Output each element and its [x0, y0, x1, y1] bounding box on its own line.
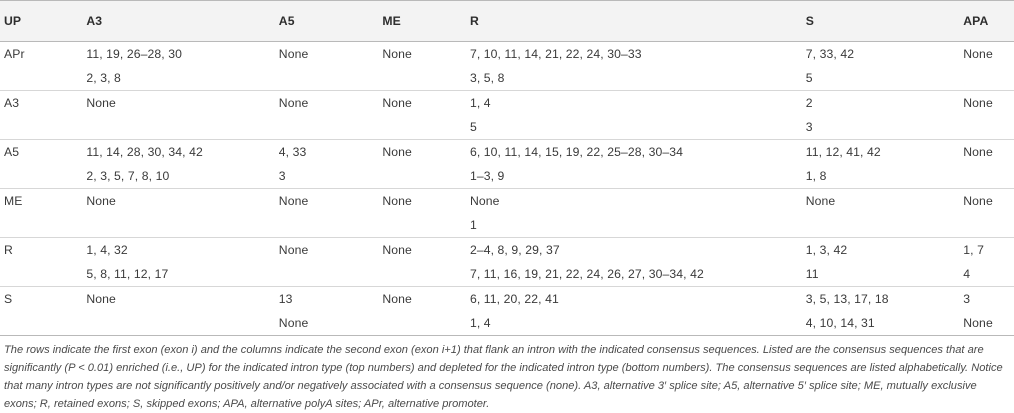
table-cell	[275, 262, 379, 287]
table-cell: None	[382, 47, 412, 61]
table-cell	[378, 115, 466, 140]
table-cell	[275, 115, 379, 140]
header-r: R	[466, 1, 802, 42]
table-row	[0, 91, 1014, 116]
table-cell: None	[963, 145, 993, 159]
table-cell: None	[275, 311, 379, 336]
table-cell: None	[805, 194, 836, 208]
table-cell: 3	[275, 164, 379, 189]
row-label-empty	[0, 213, 82, 238]
table-cell: 1	[466, 213, 802, 238]
table-cell: 5, 8, 11, 12, 17	[82, 262, 274, 287]
row-label: R	[4, 243, 13, 257]
table-cell: None	[469, 194, 500, 208]
table-cell: 11, 12, 41, 42	[805, 145, 881, 159]
table-cell: 2, 3, 8	[82, 66, 274, 91]
table-cell: 6, 10, 11, 14, 15, 19, 22, 25–28, 30–34	[469, 145, 684, 159]
table-cell: None	[278, 243, 309, 257]
row-label-empty	[0, 262, 82, 287]
table-row	[0, 66, 1014, 91]
table-cell: 11, 19, 26–28, 30	[86, 47, 183, 61]
table-cell	[378, 311, 466, 336]
table-cell	[378, 213, 466, 238]
table-cell: 3	[802, 115, 960, 140]
row-label: A5	[4, 145, 20, 159]
table-cell: 1, 7	[963, 243, 985, 257]
header-a5: A5	[275, 1, 379, 42]
table-footnote: The rows indicate the first exon (exon i) and the columns indicate the second exon (exon i+1) that flank an intron with the indicated consensus sequences. Listed are the consensus sequences that are significantly (P < 0.01) enriched (i.e., UP) for the indicated intron type (top numbers) and depleted for the indicated intron type (bottom numbers). The consensus sequences are listed alphabetically. Notice that many intron types are not significantly positively and/or negatively associated with a consensus sequence (none). A3, alternative 3′ splice site; A5, alternative 5′ splice site; ME, mutually exclusive exons; R, retained exons; S, skipped exons; APA, alternative polyA sites; APr, alternative promoter.	[4, 344, 1003, 410]
table-cell: 6, 11, 20, 22, 41	[469, 292, 559, 306]
table-cell	[82, 213, 274, 238]
table-cell	[959, 164, 1014, 189]
table-cell: None	[278, 96, 309, 110]
table-cell: None	[382, 194, 412, 208]
table-cell: 7, 10, 11, 14, 21, 22, 24, 30–33	[469, 47, 642, 61]
table-cell: 3, 5, 13, 17, 18	[805, 292, 889, 306]
header-row	[0, 1, 1014, 42]
header-apa: APA	[959, 1, 1014, 42]
table-cell	[959, 115, 1014, 140]
table-cell: 2, 3, 5, 7, 8, 10	[82, 164, 274, 189]
row-label-empty	[0, 164, 82, 189]
table-cell: 5	[802, 66, 960, 91]
table-cell: None	[963, 96, 993, 110]
table-row	[0, 115, 1014, 140]
table-row	[0, 311, 1014, 336]
table-cell	[378, 262, 466, 287]
table-cell: 4	[959, 262, 1014, 287]
table-cell: None	[278, 47, 309, 61]
table-cell: None	[382, 96, 412, 110]
table-cell: 1, 4	[469, 96, 491, 110]
table-cell: None	[278, 194, 309, 208]
table-cell: 11, 14, 28, 30, 34, 42	[86, 145, 203, 159]
table-cell	[378, 66, 466, 91]
table-cell: 4, 33	[278, 145, 307, 159]
header-s: S	[802, 1, 960, 42]
table-row	[0, 262, 1014, 287]
table-cell: None	[382, 145, 412, 159]
table-cell: None	[86, 292, 116, 306]
table-cell	[802, 213, 960, 238]
table-cell: 11	[802, 262, 960, 287]
table-row	[0, 238, 1014, 263]
table-cell	[275, 213, 379, 238]
table-cell: 2–4, 8, 9, 29, 37	[469, 243, 560, 257]
row-label-empty	[0, 311, 82, 336]
table-cell	[959, 213, 1014, 238]
table-cell: None	[382, 243, 412, 257]
table-cell: 2	[805, 96, 813, 110]
header-a3: A3	[82, 1, 274, 42]
table-cell	[82, 115, 274, 140]
row-label: A3	[4, 96, 20, 110]
table-cell: 1, 8	[802, 164, 960, 189]
table-cell: 1–3, 9	[466, 164, 802, 189]
table-cell: 7, 33, 42	[805, 47, 855, 61]
table-cell: 3, 5, 8	[466, 66, 802, 91]
table-cell: None	[959, 311, 1014, 336]
table-cell	[378, 164, 466, 189]
table-cell: None	[86, 96, 116, 110]
table-cell: 5	[466, 115, 802, 140]
table-cell: 13	[278, 292, 293, 306]
table-row	[0, 164, 1014, 189]
table-cell: None	[86, 194, 116, 208]
row-label-empty	[0, 66, 82, 91]
header-up: UP	[0, 1, 82, 42]
table-row	[0, 42, 1014, 67]
table-cell: 1, 4	[466, 311, 802, 336]
table-cell: None	[963, 47, 993, 61]
table-row	[0, 213, 1014, 238]
table-cell	[959, 66, 1014, 91]
table-cell: None	[963, 194, 993, 208]
row-label: ME	[4, 194, 23, 208]
row-label-empty	[0, 115, 82, 140]
table-row	[0, 140, 1014, 165]
row-label: APr	[4, 47, 25, 61]
table-cell: None	[382, 292, 412, 306]
row-label: S	[4, 292, 13, 306]
table-cell: 3	[963, 292, 971, 306]
header-me: ME	[378, 1, 466, 42]
table-cell: 1, 4, 32	[86, 243, 128, 257]
table-cell: 1, 3, 42	[805, 243, 848, 257]
table-row	[0, 287, 1014, 312]
table-row	[0, 189, 1014, 214]
table-cell: 4, 10, 14, 31	[802, 311, 960, 336]
table-cell	[275, 66, 379, 91]
table-cell: 7, 11, 16, 19, 21, 22, 24, 26, 27, 30–34, 42	[466, 262, 802, 287]
table-cell	[82, 311, 274, 336]
